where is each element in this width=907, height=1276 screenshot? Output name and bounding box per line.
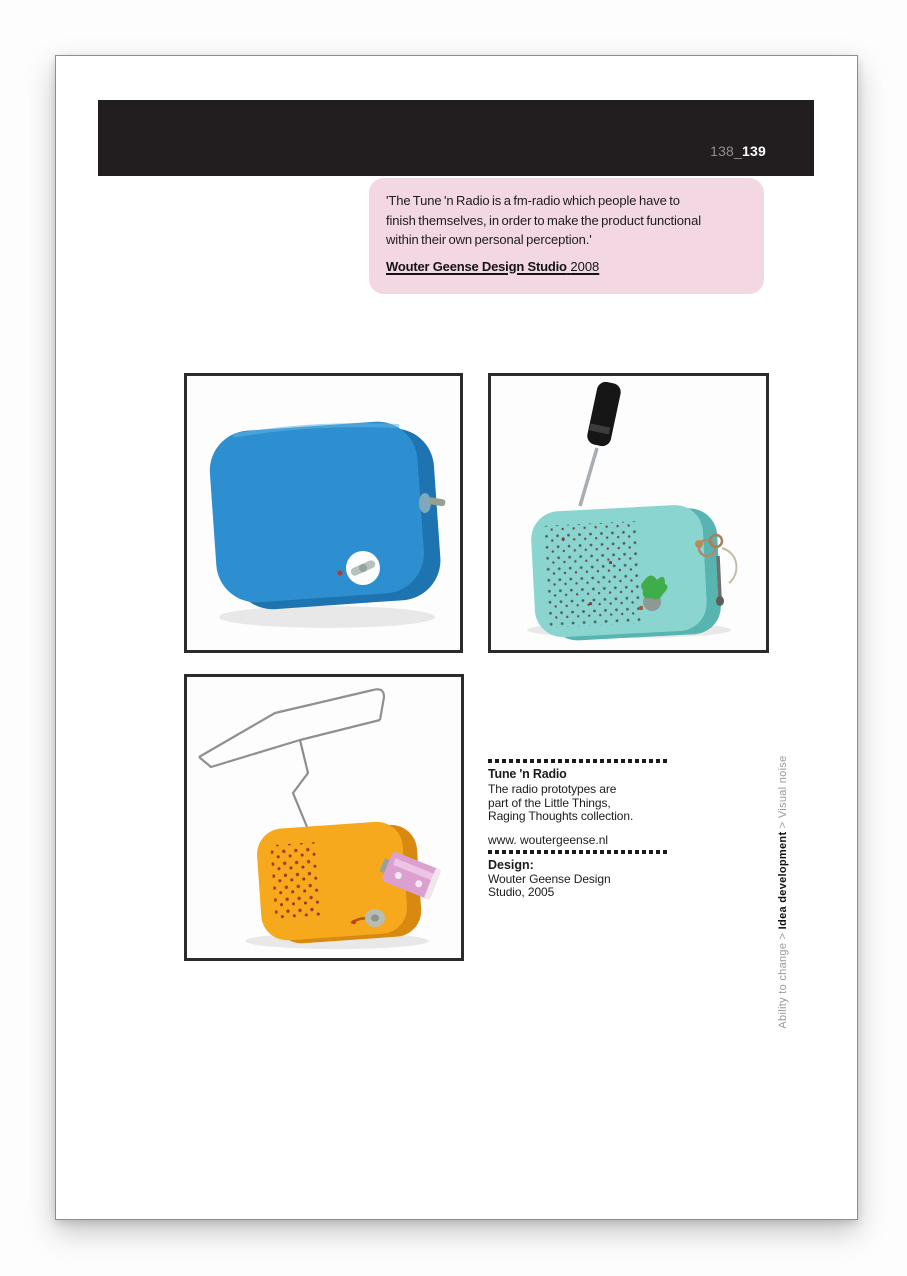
design-credit-line: Wouter Geense Design: [488, 871, 611, 886]
quote-line: within their own personal perception.': [386, 232, 592, 247]
design-label: Design:: [488, 857, 534, 872]
attribution-name: Wouter Geense Design Studio: [386, 258, 567, 274]
photo-frame-blue-radio: [184, 373, 463, 653]
quote-attribution: [386, 259, 748, 274]
website-text: www. woutergeense.nl: [488, 832, 609, 847]
caption-line: Raging Thoughts collection.: [488, 809, 634, 823]
wire-hanger-icon: [199, 689, 384, 827]
photo-frame-orange-radio: [184, 674, 464, 961]
quote-line: 'The Tune 'n Radio is a fm-radio which people have to: [386, 193, 680, 208]
caption-block: [488, 759, 678, 900]
teal-radio-photo: [491, 376, 766, 650]
caption-title: Tune 'n Radio: [488, 767, 567, 781]
screwdriver-icon: [580, 380, 622, 506]
breadcrumb-segment: Ability to change >: [777, 929, 789, 1029]
photo-frame-teal-radio: [488, 373, 769, 653]
design-credit-line: Studio, 2005: [488, 885, 555, 899]
book-page: [55, 55, 858, 1220]
attribution-year: 2008: [570, 258, 600, 274]
blue-radio-photo: [187, 376, 460, 650]
header-bar: [98, 100, 814, 176]
caption-line: part of the Little Things,: [488, 795, 611, 810]
chapter-breadcrumb-vertical: [777, 742, 791, 1042]
quote-line: finish themselves, in order to make the product functional: [386, 212, 701, 228]
orange-radio-photo: [187, 677, 461, 958]
caption-line: The radio prototypes are: [488, 782, 617, 796]
page-number-right: 139: [742, 143, 766, 159]
page-numbers: [710, 143, 766, 159]
dotted-divider-bottom: [488, 850, 668, 854]
breadcrumb-segment-active: Idea development: [777, 831, 789, 930]
dotted-divider-top: [488, 759, 668, 763]
breadcrumb-segment: > Visual noise: [777, 755, 789, 832]
page-number-left: 138_: [710, 143, 743, 159]
quote-box: [369, 178, 764, 294]
